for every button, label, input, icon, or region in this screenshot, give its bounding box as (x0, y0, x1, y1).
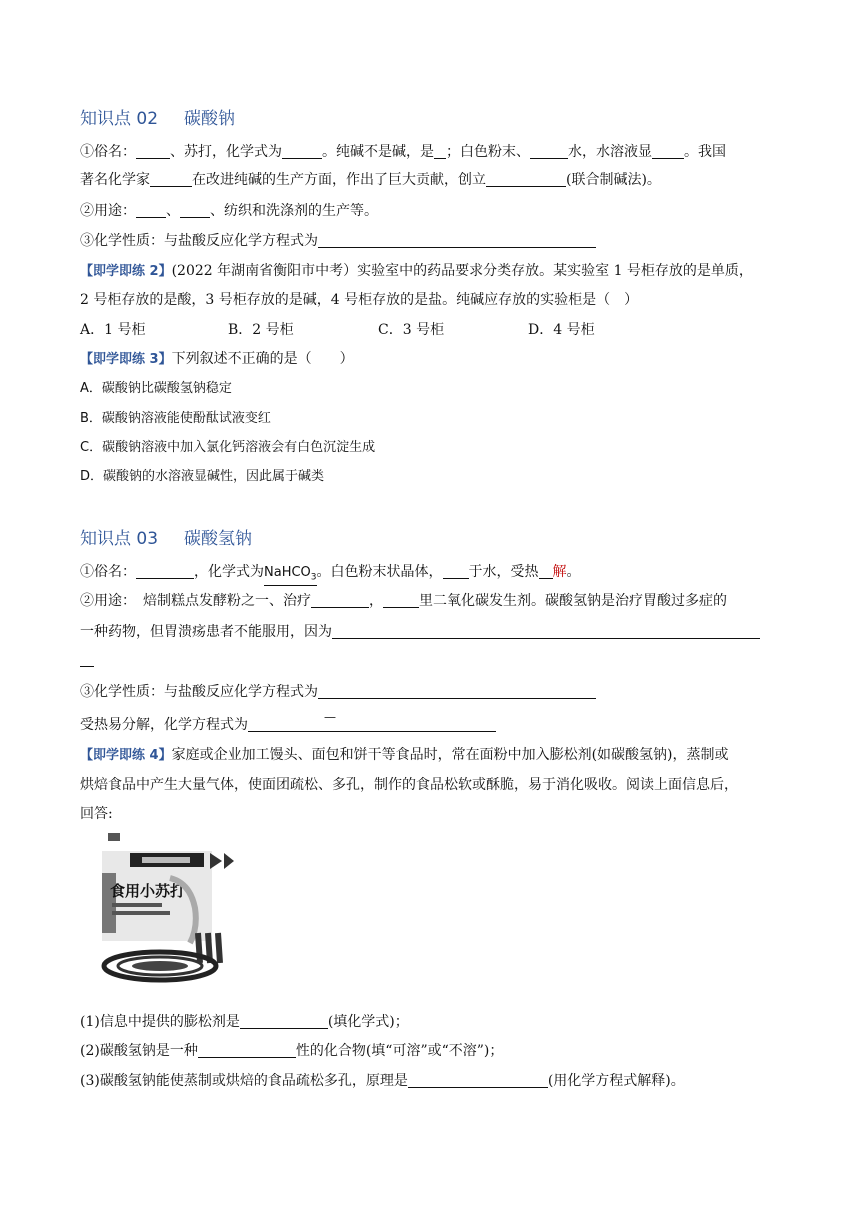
blank[interactable] (318, 684, 596, 699)
blank[interactable] (434, 144, 446, 159)
condition-mark: — (324, 710, 336, 724)
blank[interactable] (318, 233, 596, 248)
ex2-line-1: 【即学即练 2】(2022 年湖南省衡阳市中考）实验室中的药品要求分类存放。某实验室 1 号柜存放的是单质， (80, 263, 753, 279)
answer-jie: 解 (552, 564, 567, 580)
blank[interactable] (486, 172, 566, 187)
blank[interactable] (282, 144, 322, 159)
s02-use-line: ②用途： 、 、纺织和洗涤剂的生产等。 (80, 203, 378, 219)
ex4-line-2: 烘焙食品中产生大量气体，使面团疏松、多孔，制作的食品松软或酥脆，易于消化吸收。阅读上面信息后， (80, 777, 738, 793)
ex2-option-b[interactable]: B．2 号柜 (228, 322, 294, 338)
s03-use-line: ②用途： 焙制糕点发酵粉之一、治疗 ， 里二氧化碳发生剂。碳酸氢钠是治疗胃酸过多症的 (80, 593, 727, 609)
ex2-tag: 【即学即练 2】 (80, 264, 172, 279)
blank[interactable] (180, 203, 210, 218)
s03-reason-cont (80, 650, 94, 670)
ex3-option-a[interactable]: A．碳酸钠比碳酸氢钠稳定 (80, 381, 232, 396)
baking-soda-package-image (100, 833, 240, 983)
section-02-name: 碳酸钠 (184, 109, 236, 129)
s03-decomp-line: 受热易分解，化学方程式为 — (80, 715, 496, 735)
section-02-title (80, 104, 235, 129)
blank[interactable] (80, 652, 94, 667)
blank[interactable] (248, 710, 496, 732)
blank[interactable] (311, 593, 369, 608)
blank[interactable] (150, 172, 192, 187)
baking-soda-package-illustration (100, 833, 240, 983)
blank[interactable] (136, 144, 170, 159)
blank[interactable] (136, 564, 194, 579)
ex3-tag: 【即学即练 3】 (80, 352, 172, 367)
ex2-line-2: 2 号柜存放的是酸，3 号柜存放的是碱，4 号柜存放的是盐。纯碱应存放的实验柜是（ ） (80, 292, 639, 308)
s03-alias-line: ①俗名： ，化学式为NaHCO$_3$。白色粉末状晶体， 于水，受热 解。 (80, 562, 581, 586)
ex4-line-1: 【即学即练 4】家庭或企业加工馒头、面包和饼干等食品时，常在面粉中加入膨松剂(如碳酸氢钠)，蒸制或 (80, 747, 729, 763)
section-03-name: 碳酸氢钠 (184, 529, 253, 549)
s02-alias-line: ①俗名： 、苏打，化学式为 。纯碱不是碱，是 ；白色粉末、 水，水溶液显 。我国 (80, 144, 726, 160)
ex3-line: 【即学即练 3】下列叙述不正确的是（ ） (80, 351, 354, 367)
nahco3-formula: NaHCO$_3$ (264, 566, 317, 586)
blank[interactable] (240, 1014, 328, 1029)
blank[interactable] (383, 593, 419, 608)
ex4-q3: (3)碳酸氢钠能使蒸制或烘焙的食品疏松多孔，原理是 (用化学方程式解释)。 (80, 1073, 685, 1089)
section-03-title (80, 524, 252, 549)
s02-chem-line: ③化学性质：与盐酸反应化学方程式为 (80, 231, 596, 251)
ex4-tag: 【即学即练 4】 (80, 748, 172, 763)
blank[interactable] (443, 564, 469, 579)
s03-chem-line: ③化学性质：与盐酸反应化学方程式为 (80, 682, 596, 702)
blank[interactable] (136, 203, 166, 218)
ex2-options (80, 320, 780, 340)
ex3-option-b[interactable]: B．碳酸钠溶液能使酚酞试液变红 (80, 411, 271, 426)
blank[interactable] (652, 144, 684, 159)
ex4-line-3: 回答: (80, 806, 113, 822)
s03-reason-line: 一种药物，但胃溃疡患者不能服用，因为 (80, 622, 760, 642)
blank[interactable] (332, 624, 760, 639)
blank[interactable] (539, 564, 553, 579)
s02-chemist-line: 著名化学家 在改进纯碱的生产方面，作出了巨大贡献，创立 (联合制碱法)。 (80, 172, 661, 188)
ex2-option-a[interactable]: A．1 号柜 (80, 322, 146, 338)
ex4-q1: (1)信息中提供的膨松剂是 (填化学式)； (80, 1014, 409, 1030)
ex2-option-d[interactable]: D．4 号柜 (528, 322, 595, 338)
blank[interactable] (530, 144, 568, 159)
ex3-option-c[interactable]: C．碳酸钠溶液中加入氯化钙溶液会有白色沉淀生成 (80, 440, 376, 455)
blank[interactable] (408, 1073, 548, 1088)
section-03-number: 知识点 03 (80, 529, 159, 549)
blank[interactable] (198, 1043, 296, 1058)
ex2-option-c[interactable]: C．3 号柜 (378, 322, 445, 338)
ex3-option-d[interactable]: D．碳酸钠的水溶液显碱性，因此属于碱类 (80, 469, 325, 484)
section-02-number: 知识点 02 (80, 109, 159, 129)
ex4-q2: (2)碳酸氢钠是一种 性的化合物(填“可溶”或“不溶”)； (80, 1043, 504, 1059)
package-label: 食用小苏打 (110, 882, 186, 900)
